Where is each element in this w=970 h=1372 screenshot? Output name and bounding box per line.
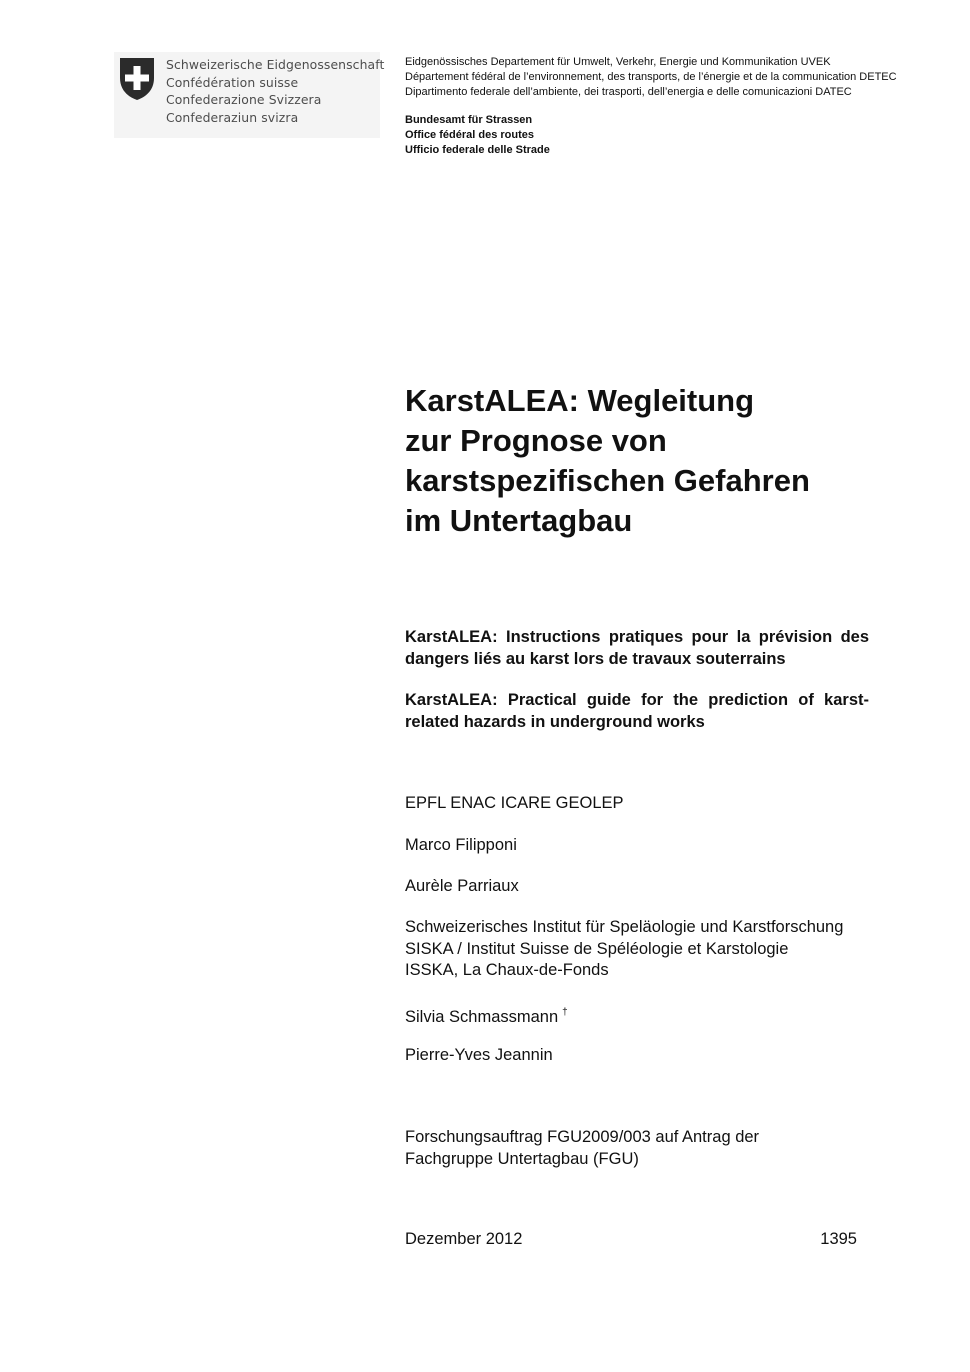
federal-logo <box>114 52 385 138</box>
title-line-2: zur Prognose von <box>405 423 667 458</box>
office-names <box>405 113 550 158</box>
institution-epfl: EPFL ENAC ICARE GEOLEP <box>405 794 624 812</box>
institution-siska-line-1: Schweizerisches Institut für Speläologie und Karstforschung <box>405 918 844 936</box>
author-schmassmann-name: Silvia Schmassmann <box>405 1008 559 1026</box>
title-line-3: karstspezifischen Gefahren <box>405 463 810 498</box>
institution-siska <box>405 917 843 982</box>
department-de: Eidgenössisches Departement für Umwelt, Verkehr, Energie und Kommunikation UVEK <box>405 56 831 68</box>
author-jeannin: Pierre-Yves Jeannin <box>405 1046 553 1064</box>
subtitle-french: KarstALEA: Instructions pratiques pour la prévision des dangers liés au karst lors de travaux souterrains <box>405 628 869 668</box>
logo-line-de: Schweizerische Eidgenossenschaft <box>166 57 385 72</box>
deceased-mark: † <box>562 1007 568 1018</box>
confederation-names <box>166 56 384 126</box>
swiss-shield-icon <box>118 56 156 102</box>
logo-line-it: Confederazione Svizzera <box>166 92 322 107</box>
department-names <box>405 55 897 100</box>
subtitle-english: KarstALEA: Practical guide for the prediction of karst-related hazards in underground works <box>405 691 869 731</box>
report-number: 1395 <box>820 1230 857 1248</box>
logo-line-rm: Confederaziun svizra <box>166 109 299 125</box>
title-line-4: im Untertagbau <box>405 503 633 538</box>
title-line-1: KarstALEA: Wegleitung <box>405 383 755 418</box>
department-fr: Département fédéral de l’environnement, des transports, de l’énergie et de la communication DETEC <box>405 71 897 83</box>
research-order-line-1: Forschungsauftrag FGU2009/003 auf Antrag der <box>405 1128 760 1146</box>
office-fr: Office fédéral des routes <box>405 129 534 141</box>
department-it: Dipartimento federale dell’ambiente, dei trasporti, dell’energia e delle comunicazioni DATEC <box>405 86 852 98</box>
document-title <box>405 381 810 541</box>
author-parriaux: Aurèle Parriaux <box>405 877 519 895</box>
research-order <box>405 1127 759 1170</box>
institution-siska-line-2: SISKA / Institut Suisse de Spéléologie et Karstologie <box>405 939 789 958</box>
logo-line-fr: Confédération suisse <box>166 74 299 90</box>
institution-siska-line-3: ISSKA, La Chaux-de-Fonds <box>405 961 609 979</box>
research-order-line-2: Fachgruppe Untertagbau (FGU) <box>405 1149 639 1168</box>
office-it: Ufficio federale delle Strade <box>405 144 550 156</box>
office-de: Bundesamt für Strassen <box>405 114 533 126</box>
author-filipponi: Marco Filipponi <box>405 836 517 854</box>
author-schmassmann <box>405 1002 568 1029</box>
publication-date: Dezember 2012 <box>405 1230 523 1248</box>
